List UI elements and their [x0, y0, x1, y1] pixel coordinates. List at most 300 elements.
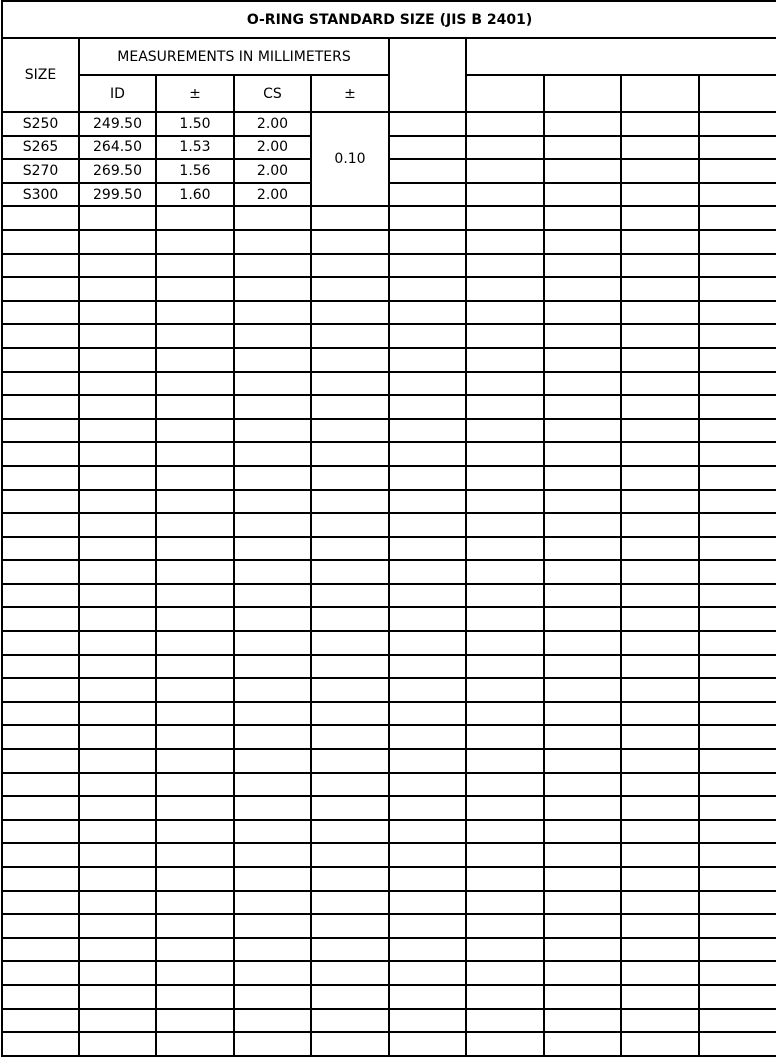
blank-cell [544, 112, 621, 136]
blank-cell [311, 324, 389, 348]
size-cell: S300 [2, 183, 79, 207]
blank-cell [544, 914, 621, 938]
blank-cell [389, 442, 466, 466]
blank-cell [389, 395, 466, 419]
blank-cell [699, 206, 776, 230]
blank-cell [79, 891, 156, 915]
blank-cell [621, 348, 699, 372]
blank-cell [2, 348, 79, 372]
blank-cell [544, 607, 621, 631]
blank-cell [466, 136, 544, 160]
blank-cell [544, 560, 621, 584]
blank-cell [156, 773, 234, 797]
table-title: O-RING STANDARD SIZE (JIS B 2401) [2, 1, 776, 38]
blank-cell [466, 655, 544, 679]
blank-cell [2, 1009, 79, 1033]
blank-cell [234, 702, 311, 726]
blank-cell [234, 560, 311, 584]
blank-cell [466, 183, 544, 207]
blank-cell [156, 584, 234, 608]
blank-cell [79, 490, 156, 514]
blank-cell [2, 277, 79, 301]
blank-cell [466, 678, 544, 702]
blank-cell [234, 490, 311, 514]
blank-cell [389, 820, 466, 844]
blank-cell [234, 513, 311, 537]
blank-cell [156, 914, 234, 938]
blank-cell [79, 655, 156, 679]
blank-cell [466, 254, 544, 278]
blank-cell [699, 867, 776, 891]
blank-cell [79, 466, 156, 490]
blank-cell [621, 230, 699, 254]
blank-cell [2, 490, 79, 514]
blank-cell [234, 891, 311, 915]
blank-cell [621, 136, 699, 160]
blank-cell [389, 348, 466, 372]
blank-cell [389, 159, 466, 183]
blank-cell [234, 466, 311, 490]
blank-cell [156, 678, 234, 702]
blank-cell [466, 773, 544, 797]
blank-cell [79, 442, 156, 466]
blank-cell [389, 277, 466, 301]
empty-table-row [2, 631, 776, 655]
blank-cell [466, 490, 544, 514]
blank-cell [311, 607, 389, 631]
blank-cell [621, 584, 699, 608]
blank-cell [466, 725, 544, 749]
blank-cell [2, 655, 79, 679]
blank-cell [79, 537, 156, 561]
blank-cell [234, 796, 311, 820]
blank-cell [621, 961, 699, 985]
blank-cell [544, 136, 621, 160]
table-row [2, 183, 776, 207]
blank-cell [621, 324, 699, 348]
blank-cell [699, 961, 776, 985]
blank-cell [621, 938, 699, 962]
blank-cell [2, 395, 79, 419]
blank-cell [2, 442, 79, 466]
blank-cell [466, 348, 544, 372]
blank-cell [79, 843, 156, 867]
blank-cell [699, 796, 776, 820]
blank-cell [234, 348, 311, 372]
blank-cell [389, 725, 466, 749]
blank-cell [234, 301, 311, 325]
blank-cell [2, 749, 79, 773]
blank-cell [234, 843, 311, 867]
blank-cell [156, 537, 234, 561]
blank-cell [621, 749, 699, 773]
blank-cell [544, 301, 621, 325]
blank-cell [621, 796, 699, 820]
blank-cell [544, 1009, 621, 1033]
blank-cell [156, 490, 234, 514]
empty-table-row [2, 206, 776, 230]
blank-cell [621, 183, 699, 207]
blank-cell [544, 725, 621, 749]
blank-cell [466, 749, 544, 773]
blank-cell [79, 206, 156, 230]
size-cell: S265 [2, 136, 79, 160]
blank-cell [621, 820, 699, 844]
empty-table-row [2, 749, 776, 773]
blank-cell [156, 725, 234, 749]
blank-cell [2, 702, 79, 726]
blank-header-cell [389, 38, 466, 112]
blank-cell [466, 938, 544, 962]
blank-cell [2, 607, 79, 631]
blank-cell [699, 419, 776, 443]
blank-cell [2, 631, 79, 655]
empty-table-row [2, 395, 776, 419]
blank-cell [621, 419, 699, 443]
blank-cell [79, 372, 156, 396]
blank-cell [621, 702, 699, 726]
blank-cell [2, 678, 79, 702]
empty-table-row [2, 372, 776, 396]
blank-cell [544, 183, 621, 207]
empty-table-row [2, 301, 776, 325]
blank-cell [2, 938, 79, 962]
id-tolerance-cell: 1.60 [156, 183, 234, 207]
blank-cell [79, 348, 156, 372]
blank-group-header [466, 38, 776, 75]
blank-cell [544, 961, 621, 985]
blank-cell [234, 254, 311, 278]
blank-cell [466, 584, 544, 608]
blank-cell [389, 136, 466, 160]
blank-cell [234, 820, 311, 844]
empty-table-row [2, 560, 776, 584]
blank-cell [466, 230, 544, 254]
blank-cell [311, 1032, 389, 1056]
blank-cell [466, 395, 544, 419]
blank-cell [156, 938, 234, 962]
table-row [2, 136, 776, 160]
table-row [2, 112, 776, 136]
blank-cell [79, 938, 156, 962]
empty-table-row [2, 466, 776, 490]
empty-table-row [2, 985, 776, 1009]
blank-cell [699, 560, 776, 584]
blank-cell [2, 891, 79, 915]
blank-cell [699, 537, 776, 561]
blank-cell [389, 773, 466, 797]
blank-cell [79, 607, 156, 631]
blank-cell [466, 702, 544, 726]
blank-cell [311, 395, 389, 419]
blank-cell [389, 584, 466, 608]
blank-cell [311, 301, 389, 325]
blank-cell [311, 961, 389, 985]
blank-cell [389, 914, 466, 938]
blank-cell [544, 773, 621, 797]
blank-cell [699, 773, 776, 797]
blank-cell [311, 254, 389, 278]
blank-cell [699, 631, 776, 655]
blank-subheader-cell [466, 75, 544, 112]
blank-cell [2, 206, 79, 230]
blank-cell [544, 277, 621, 301]
blank-cell [466, 324, 544, 348]
blank-cell [79, 796, 156, 820]
blank-cell [156, 985, 234, 1009]
blank-cell [544, 324, 621, 348]
blank-cell [156, 702, 234, 726]
blank-cell [311, 914, 389, 938]
oring-size-table [1, 0, 776, 1057]
blank-cell [79, 867, 156, 891]
empty-table-row [2, 230, 776, 254]
blank-cell [466, 466, 544, 490]
blank-cell [699, 843, 776, 867]
empty-table-row [2, 348, 776, 372]
blank-cell [621, 301, 699, 325]
blank-cell [156, 796, 234, 820]
blank-cell [2, 820, 79, 844]
blank-cell [621, 537, 699, 561]
blank-subheader-cell [699, 75, 776, 112]
blank-cell [621, 159, 699, 183]
blank-cell [544, 678, 621, 702]
blank-cell [389, 961, 466, 985]
blank-cell [2, 1032, 79, 1056]
blank-cell [466, 985, 544, 1009]
blank-cell [2, 230, 79, 254]
blank-cell [621, 773, 699, 797]
cs-cell: 2.00 [234, 136, 311, 160]
blank-cell [389, 631, 466, 655]
blank-cell [466, 961, 544, 985]
blank-cell [699, 254, 776, 278]
blank-cell [389, 537, 466, 561]
blank-cell [699, 395, 776, 419]
blank-cell [234, 773, 311, 797]
blank-cell [311, 584, 389, 608]
blank-cell [311, 490, 389, 514]
blank-cell [156, 560, 234, 584]
blank-cell [311, 985, 389, 1009]
empty-table-row [2, 655, 776, 679]
blank-cell [389, 843, 466, 867]
blank-cell [156, 749, 234, 773]
id-tolerance-cell: 1.53 [156, 136, 234, 160]
blank-cell [2, 584, 79, 608]
blank-cell [234, 985, 311, 1009]
blank-subheader-cell [544, 75, 621, 112]
blank-cell [156, 230, 234, 254]
blank-cell [621, 1032, 699, 1056]
blank-cell [79, 254, 156, 278]
blank-cell [699, 230, 776, 254]
blank-cell [156, 395, 234, 419]
empty-table-row [2, 796, 776, 820]
blank-cell [621, 277, 699, 301]
blank-cell [389, 607, 466, 631]
id-tolerance-cell: 1.56 [156, 159, 234, 183]
blank-cell [156, 513, 234, 537]
blank-cell [2, 560, 79, 584]
blank-cell [544, 631, 621, 655]
blank-cell [79, 985, 156, 1009]
blank-cell [621, 513, 699, 537]
measurements-group-header: MEASUREMENTS IN MILLIMETERS [79, 38, 389, 75]
blank-cell [389, 655, 466, 679]
blank-cell [699, 466, 776, 490]
id-cell: 299.50 [79, 183, 156, 207]
blank-cell [699, 820, 776, 844]
blank-cell [79, 749, 156, 773]
blank-cell [311, 442, 389, 466]
empty-table-row [2, 584, 776, 608]
blank-cell [311, 938, 389, 962]
blank-cell [544, 159, 621, 183]
blank-cell [156, 466, 234, 490]
blank-cell [699, 725, 776, 749]
blank-cell [156, 843, 234, 867]
blank-cell [466, 891, 544, 915]
blank-cell [389, 560, 466, 584]
blank-cell [79, 961, 156, 985]
empty-table-row [2, 891, 776, 915]
blank-cell [699, 372, 776, 396]
blank-cell [2, 466, 79, 490]
blank-cell [389, 419, 466, 443]
blank-cell [311, 749, 389, 773]
id-cell: 269.50 [79, 159, 156, 183]
empty-table-row [2, 419, 776, 443]
blank-cell [544, 891, 621, 915]
blank-cell [389, 702, 466, 726]
blank-cell [234, 867, 311, 891]
empty-table-row [2, 1032, 776, 1056]
blank-cell [311, 843, 389, 867]
blank-cell [699, 183, 776, 207]
blank-cell [311, 773, 389, 797]
blank-cell [466, 419, 544, 443]
blank-subheader-cell [621, 75, 699, 112]
blank-cell [79, 324, 156, 348]
blank-cell [621, 490, 699, 514]
blank-cell [156, 206, 234, 230]
blank-cell [234, 914, 311, 938]
blank-cell [699, 301, 776, 325]
blank-cell [311, 655, 389, 679]
empty-table-row [2, 254, 776, 278]
blank-cell [311, 867, 389, 891]
blank-cell [699, 348, 776, 372]
blank-cell [389, 867, 466, 891]
size-cell: S270 [2, 159, 79, 183]
blank-cell [156, 372, 234, 396]
blank-cell [544, 843, 621, 867]
blank-cell [2, 324, 79, 348]
size-column-header: SIZE [2, 38, 79, 112]
blank-cell [234, 419, 311, 443]
size-cell: S250 [2, 112, 79, 136]
blank-cell [2, 914, 79, 938]
blank-cell [544, 796, 621, 820]
blank-cell [389, 466, 466, 490]
blank-cell [156, 419, 234, 443]
empty-table-row [2, 678, 776, 702]
blank-cell [544, 938, 621, 962]
blank-cell [234, 584, 311, 608]
blank-cell [699, 938, 776, 962]
blank-cell [234, 655, 311, 679]
blank-cell [621, 914, 699, 938]
blank-cell [621, 843, 699, 867]
blank-cell [79, 914, 156, 938]
blank-cell [699, 584, 776, 608]
blank-cell [699, 490, 776, 514]
id-column-header: ID [79, 75, 156, 112]
blank-cell [389, 891, 466, 915]
blank-cell [156, 891, 234, 915]
blank-cell [544, 395, 621, 419]
id-tolerance-column-header: ± [156, 75, 234, 112]
blank-cell [621, 372, 699, 396]
blank-cell [699, 277, 776, 301]
blank-cell [389, 985, 466, 1009]
blank-cell [79, 301, 156, 325]
blank-cell [2, 961, 79, 985]
blank-cell [544, 655, 621, 679]
cs-column-header: CS [234, 75, 311, 112]
cs-cell: 2.00 [234, 112, 311, 136]
blank-cell [621, 678, 699, 702]
blank-cell [234, 277, 311, 301]
blank-cell [311, 796, 389, 820]
cs-tolerance-merged-cell: 0.10 [311, 112, 389, 206]
blank-cell [311, 678, 389, 702]
blank-cell [156, 1032, 234, 1056]
blank-cell [311, 725, 389, 749]
blank-cell [466, 631, 544, 655]
blank-cell [544, 820, 621, 844]
blank-cell [621, 466, 699, 490]
blank-cell [544, 442, 621, 466]
id-cell: 264.50 [79, 136, 156, 160]
blank-cell [311, 631, 389, 655]
blank-cell [79, 725, 156, 749]
blank-cell [621, 607, 699, 631]
empty-table-row [2, 490, 776, 514]
empty-table-row [2, 961, 776, 985]
blank-cell [234, 372, 311, 396]
blank-cell [156, 324, 234, 348]
blank-cell [621, 985, 699, 1009]
blank-cell [544, 490, 621, 514]
cs-tolerance-column-header: ± [311, 75, 389, 112]
blank-cell [2, 843, 79, 867]
blank-cell [234, 749, 311, 773]
blank-cell [699, 702, 776, 726]
blank-cell [234, 938, 311, 962]
id-cell: 249.50 [79, 112, 156, 136]
blank-cell [234, 324, 311, 348]
blank-cell [466, 159, 544, 183]
blank-cell [311, 230, 389, 254]
blank-cell [699, 159, 776, 183]
empty-table-row [2, 938, 776, 962]
blank-cell [466, 607, 544, 631]
blank-cell [389, 490, 466, 514]
blank-cell [311, 820, 389, 844]
